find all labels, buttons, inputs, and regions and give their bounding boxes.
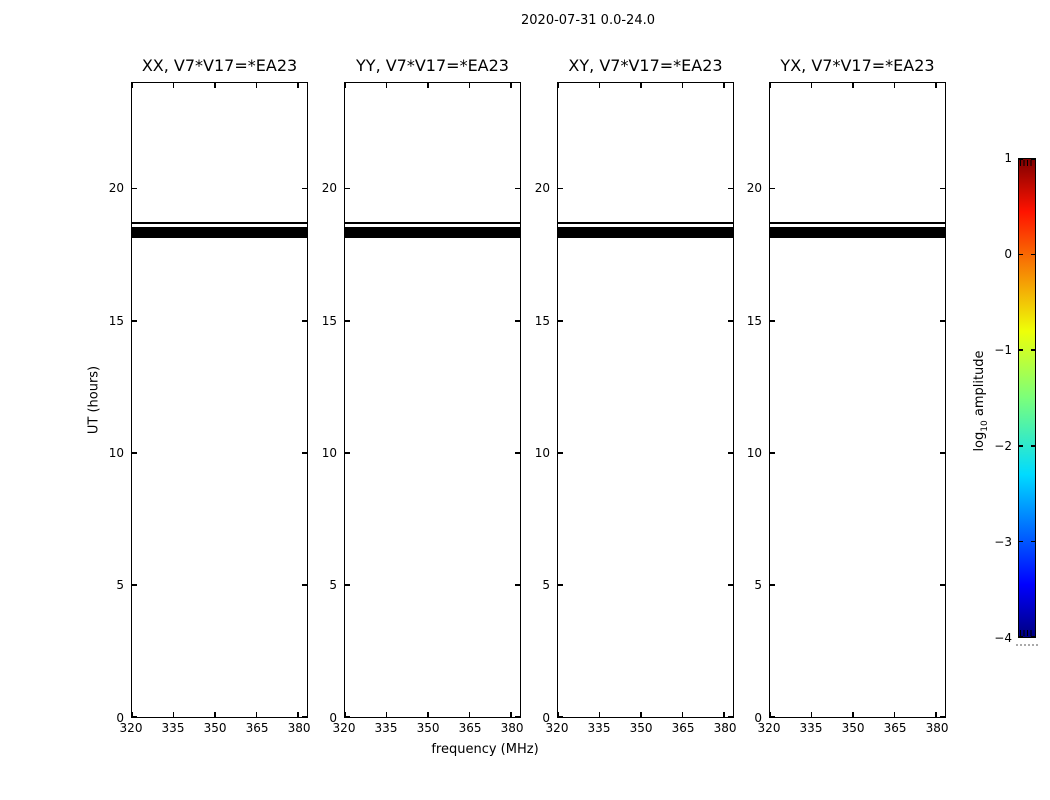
colorbar-tick-label: 0 — [1004, 247, 1012, 261]
y-tick-mark — [558, 320, 563, 322]
y-tick-mark — [770, 320, 775, 322]
y-tick-mark — [132, 452, 137, 454]
x-tick-mark — [297, 712, 299, 717]
x-tick-mark — [344, 83, 346, 88]
colorbar-top-hatch-marks — [1020, 160, 1033, 166]
colorbar-bottom-hatch-marks — [1020, 630, 1033, 636]
plot-area-yy — [344, 82, 521, 718]
x-axis-label: frequency (MHz) — [431, 742, 539, 757]
x-tick-mark — [640, 83, 642, 88]
x-tick-mark — [894, 712, 896, 717]
x-tick-mark — [769, 83, 771, 88]
y-tick-label: 5 — [754, 578, 762, 593]
x-tick-mark — [935, 83, 937, 88]
panel-title-xy: XY, V7*V17=*EA23 — [568, 56, 723, 75]
x-tick-label: 365 — [245, 721, 269, 735]
x-tick-mark — [131, 83, 133, 88]
flagged-data-band — [770, 222, 945, 224]
x-tick-mark — [469, 712, 471, 717]
x-tick-mark — [256, 83, 258, 88]
x-tick-mark — [173, 712, 175, 717]
y-tick-mark — [345, 320, 350, 322]
x-tick-label: 320 — [332, 721, 356, 735]
x-tick-label: 335 — [799, 721, 823, 735]
y-tick-mark — [770, 452, 775, 454]
x-tick-mark — [599, 712, 601, 717]
x-tick-label: 380 — [925, 721, 949, 735]
x-tick-label: 350 — [203, 721, 227, 735]
y-tick-mark — [770, 188, 775, 190]
y-tick-label: 5 — [329, 578, 337, 593]
y-tick-mark — [940, 452, 945, 454]
x-tick-mark — [557, 83, 559, 88]
colorbar-tick-mark — [1019, 636, 1023, 638]
y-tick-label: 15 — [534, 313, 550, 328]
colorbar-tick-mark — [1031, 636, 1035, 638]
x-tick-label: 365 — [883, 721, 907, 735]
x-tick-label: 365 — [671, 721, 695, 735]
y-tick-mark — [345, 188, 350, 190]
y-axis-label: UT (hours) — [86, 365, 102, 435]
x-tick-mark — [852, 712, 854, 717]
y-tick-mark — [558, 584, 563, 586]
x-tick-mark — [723, 712, 725, 717]
x-tick-mark — [682, 712, 684, 717]
flagged-data-band — [132, 227, 307, 238]
x-tick-mark — [935, 712, 937, 717]
x-tick-mark — [811, 83, 813, 88]
y-tick-mark — [940, 320, 945, 322]
colorbar-tick-mark — [1019, 541, 1023, 543]
x-tick-label: 335 — [374, 721, 398, 735]
x-tick-label: 320 — [119, 721, 143, 735]
y-tick-label: 15 — [321, 313, 337, 328]
colorbar-underline-dots — [1016, 644, 1038, 646]
y-tick-mark — [770, 716, 775, 718]
y-tick-label: 0 — [116, 711, 124, 725]
y-tick-label: 20 — [108, 180, 124, 195]
flagged-data-band — [770, 227, 945, 238]
panel-title-yx: YX, V7*V17=*EA23 — [780, 56, 935, 75]
x-tick-mark — [723, 83, 725, 88]
y-tick-mark — [558, 716, 563, 718]
y-tick-label: 10 — [108, 446, 124, 460]
x-tick-label: 350 — [416, 721, 440, 735]
colorbar-tick-label: −2 — [994, 439, 1012, 453]
x-tick-mark — [427, 712, 429, 717]
y-tick-label: 0 — [754, 711, 762, 725]
x-tick-mark — [599, 83, 601, 88]
colorbar-tick-mark — [1031, 349, 1035, 351]
flagged-data-band — [345, 222, 520, 224]
colorbar-label: $\log_{10}$ amplitude — [972, 350, 990, 452]
y-tick-label: 5 — [116, 578, 124, 593]
y-tick-mark — [558, 452, 563, 454]
colorbar-tick-mark — [1019, 254, 1023, 256]
y-tick-mark — [132, 188, 137, 190]
x-tick-mark — [894, 83, 896, 88]
x-tick-mark — [214, 712, 216, 717]
x-tick-mark — [256, 712, 258, 717]
y-tick-mark — [345, 452, 350, 454]
x-tick-label: 320 — [545, 721, 569, 735]
panel-yy — [321, 56, 524, 735]
plot-area-xx — [131, 82, 308, 718]
y-tick-mark — [940, 188, 945, 190]
x-tick-mark — [640, 712, 642, 717]
x-tick-mark — [386, 83, 388, 88]
x-tick-mark — [214, 83, 216, 88]
panel-yx — [746, 56, 949, 735]
colorbar-tick-mark — [1019, 349, 1023, 351]
colorbar-tick-mark — [1019, 158, 1023, 160]
x-tick-mark — [510, 712, 512, 717]
y-tick-label: 20 — [321, 180, 337, 195]
x-tick-label: 335 — [587, 721, 611, 735]
plot-area-yx — [769, 82, 946, 718]
x-tick-mark — [510, 83, 512, 88]
x-tick-label: 380 — [287, 721, 311, 735]
y-tick-mark — [132, 584, 137, 586]
y-tick-mark — [770, 584, 775, 586]
colorbar-tick-label: 1 — [1004, 151, 1012, 165]
x-tick-label: 320 — [757, 721, 781, 735]
x-tick-mark — [297, 83, 299, 88]
figure-title: 2020-07-31 0.0-24.0 — [521, 13, 655, 28]
y-tick-mark — [345, 716, 350, 718]
x-tick-label: 380 — [713, 721, 737, 735]
flagged-data-band — [558, 222, 733, 224]
colorbar-tick-mark — [1031, 254, 1035, 256]
y-tick-mark — [132, 716, 137, 718]
x-tick-label: 350 — [841, 721, 865, 735]
y-tick-mark — [132, 320, 137, 322]
y-tick-label: 10 — [321, 446, 337, 460]
x-tick-mark — [173, 83, 175, 88]
y-tick-label: 5 — [542, 578, 550, 593]
flagged-data-band — [132, 222, 307, 224]
colorbar-tick-label: −4 — [994, 631, 1012, 645]
colorbar-tick-label: −3 — [994, 535, 1012, 549]
plot-area-xy — [557, 82, 734, 718]
colorbar-tick-mark — [1031, 158, 1035, 160]
flagged-data-band — [345, 227, 520, 238]
x-tick-label: 380 — [500, 721, 524, 735]
x-tick-mark — [427, 83, 429, 88]
x-tick-mark — [811, 712, 813, 717]
x-tick-label: 350 — [629, 721, 653, 735]
y-tick-mark — [558, 188, 563, 190]
colorbar-tick-label: −1 — [994, 343, 1012, 357]
panel-title-xx: XX, V7*V17=*EA23 — [141, 56, 298, 75]
flagged-data-band — [558, 227, 733, 238]
y-tick-mark — [940, 716, 945, 718]
y-tick-label: 0 — [329, 711, 337, 725]
colorbar-tick-mark — [1031, 445, 1035, 447]
y-tick-label: 0 — [542, 711, 550, 725]
y-tick-label: 10 — [746, 446, 762, 460]
x-tick-mark — [682, 83, 684, 88]
panel-title-yy: YY, V7*V17=*EA23 — [356, 56, 509, 75]
y-tick-label: 15 — [746, 313, 762, 328]
colorbar-gradient — [1019, 159, 1035, 637]
y-tick-label: 10 — [534, 446, 550, 460]
y-tick-mark — [940, 584, 945, 586]
panel-xx — [108, 56, 311, 735]
x-tick-mark — [469, 83, 471, 88]
y-tick-label: 15 — [108, 313, 124, 328]
y-tick-mark — [345, 584, 350, 586]
colorbar — [1018, 158, 1036, 638]
y-tick-label: 20 — [746, 180, 762, 195]
y-tick-label: 20 — [534, 180, 550, 195]
x-tick-mark — [852, 83, 854, 88]
x-tick-mark — [386, 712, 388, 717]
x-tick-label: 365 — [458, 721, 482, 735]
colorbar-tick-mark — [1031, 541, 1035, 543]
colorbar-tick-mark — [1019, 445, 1023, 447]
panel-xy — [534, 56, 737, 735]
x-tick-label: 335 — [161, 721, 185, 735]
